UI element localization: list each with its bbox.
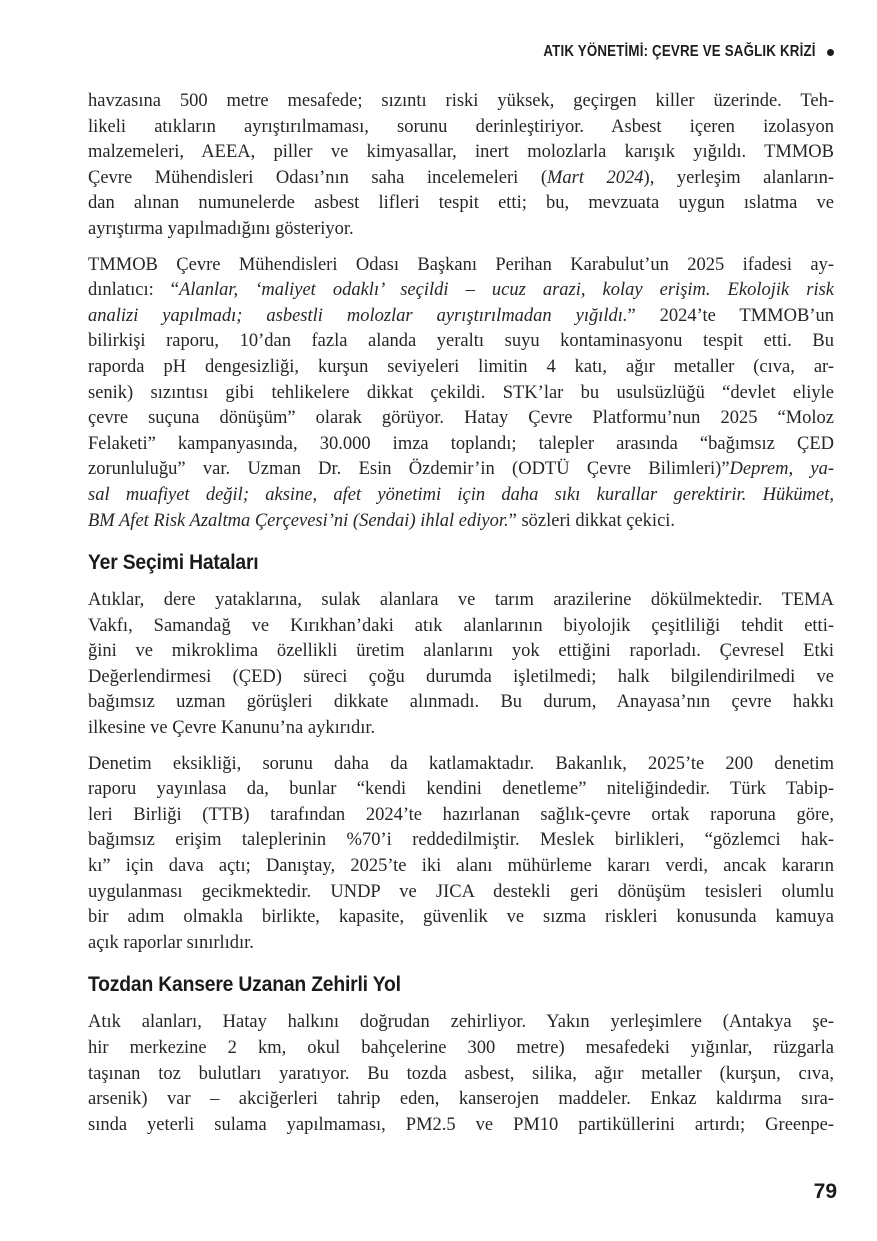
bullet-icon: [827, 49, 834, 56]
text-line: [88, 217, 834, 243]
text-run: ” sözleri dikkat çekici.: [508, 510, 676, 531]
text-run: TMMOB Çevre Mühendisleri Odası Başkanı Perihan Karabulut’un 2025 ifadesi ay-: [88, 254, 834, 275]
italic-text-run: Mart 2024: [546, 167, 644, 188]
text-line: [88, 854, 834, 880]
text-run: senik) sızıntısı gibi tehlikelere dikkat çekildi. STK’lar bu usulsüzlüğü “devlet eliyle: [88, 382, 834, 403]
italic-text-run: sal muafiyet değil; aksine, afet yönetimi için daha sıkı kurallar gerektirir. Hükümet,: [88, 484, 834, 505]
text-run: leri Birliği (TTB) tarafından 2024’te hazırlanan sağlık-çevre ortak raporuna göre,: [88, 804, 834, 825]
text-run: raporu yayınlasa da, bunlar “kendi kendini denetleme” niteliğindedir. Türk Tabip-: [88, 779, 834, 800]
text-run: ayrıştırma yapılmadığını gösteriyor.: [88, 218, 354, 239]
text-line: [88, 931, 834, 957]
text-line: [88, 1087, 834, 1113]
text-run: Vakfı, Samandağ ve Kırıkhan’daki atık alanlarının biyolojik çeşitliliği tehdit etti-: [88, 615, 834, 636]
text-line: [88, 614, 834, 640]
text-line: [88, 777, 834, 803]
text-line: [88, 509, 834, 535]
text-line: [88, 752, 834, 778]
text-run: malzemeleri, AEEA, piller ve kimyasallar, inert molozlarla karışık yığıldı. TMMOB: [88, 142, 834, 163]
text-line: [88, 880, 834, 906]
text-line: [88, 588, 834, 614]
text-run: Çevre Mühendisleri Odası’nın saha incelemeleri (: [88, 167, 547, 188]
text-run: bir adım olmakla birlikte, kapasite, güvenlik ve sızma riskleri konusunda kamuya: [88, 907, 834, 928]
text-line: [88, 483, 834, 509]
text-run: arsenik) var – akciğerleri tahrip eden, kanserojen maddeler. Enkaz kaldırma sıra-: [88, 1089, 834, 1110]
section-heading: Tozdan Kansere Uzanan Zehirli Yol: [88, 973, 401, 997]
italic-text-run: Alanlar, ‘maliyet odaklı’ seçildi – ucuz arazi, kolay erişim. Ekolojik risk: [179, 280, 834, 301]
text-run: açık raporlar sınırlıdır.: [88, 932, 254, 953]
italic-text-run: analizi yapılmadı; asbestli molozlar ayrıştırılmadan yığıldı.: [88, 305, 628, 326]
text-run: Denetim eksikliği, sorunu daha da katlamaktadır. Bakanlık, 2025’te 200 denetim: [88, 753, 834, 774]
text-line: [88, 905, 834, 931]
text-line: [88, 115, 834, 141]
text-run: ğini ve mikroklima özellikli üretim alanlarını yok ettiğini raporladı. Çevresel Etki: [88, 641, 834, 662]
text-line: [88, 278, 834, 304]
text-line: [88, 381, 834, 407]
text-run: havzasına 500 metre mesafede; sızıntı riski yüksek, geçirgen killer üzerinde. Teh-: [88, 91, 834, 111]
text-line: [88, 253, 834, 279]
text-run: ilkesine ve Çevre Kanunu’na aykırıdır.: [88, 718, 376, 739]
text-line: [88, 432, 834, 458]
text-run: bilirkişi raporu, 10’dan fazla alanda yeraltı suyu kontaminasyonu tespit etti. Bu: [88, 331, 834, 352]
text-run: likeli atıkların ayrıştırılmaması, sorunu derinleştiriyor. Asbest içeren izolasyon: [88, 116, 834, 137]
running-header-title: ATIK YÖNETİMİ: ÇEVRE VE SAĞLIK KRİZİ: [543, 43, 816, 60]
text-run: Değerlendirmesi (ÇED) süreci çoğu durumda işletilmedi; halk bilgilendirilmedi ve: [88, 666, 834, 687]
text-run: dınlatıcı: “: [88, 280, 180, 301]
italic-text-run: BM Afet Risk Azaltma Çerçevesi’ni (Sendai) ihlal ediyor.: [88, 510, 509, 531]
text-run: hir merkezine 2 km, okul bahçelerine 300 metre) mesafedeki yığınlar, rüzgarla: [88, 1038, 834, 1058]
paragraph: [88, 752, 834, 957]
text-line: [88, 457, 834, 483]
paragraph: [88, 89, 834, 243]
text-line: [88, 89, 834, 115]
text-run: dan alınan numunelerde asbest lifleri tespit etti; bu, mevzuata uygun ıslatma ve: [88, 193, 834, 214]
paragraph: [88, 588, 834, 742]
text-run: raporda pH dengesizliği, kurşun seviyeleri limitin 4 katı, ağır metaller (cıva, ar-: [88, 356, 834, 377]
page-number: 79: [813, 1180, 837, 1203]
text-run: ), yerleşim alanların-: [643, 167, 834, 188]
text-line: [88, 716, 834, 742]
text-line: [88, 329, 834, 355]
text-line: [88, 191, 834, 217]
text-run: taşınan toz bulutları yaratıyor. Bu tozda asbest, silika, ağır metaller (kurşun, cıva,: [88, 1063, 834, 1084]
text-line: [88, 1062, 834, 1088]
text-line: [88, 304, 834, 330]
text-line: [88, 406, 834, 432]
text-run: Atıklar, dere yataklarına, sulak alanlara ve tarım arazilerine dökülmektedir. TEMA: [88, 590, 834, 611]
paragraph: [88, 253, 834, 535]
text-run: ” 2024’te TMMOB’un: [627, 305, 834, 326]
paragraph: [88, 1010, 834, 1138]
text-run: uygulanması gecikmektedir. UNDP ve JICA destekli geri dönüşüm tesisleri olumlu: [88, 881, 834, 902]
text-line: [88, 639, 834, 665]
text-line: [88, 140, 834, 166]
text-line: [88, 828, 834, 854]
text-line: [88, 665, 834, 691]
text-run: zorunluluğu” var. Uzman Dr. Esin Özdemir’in (ODTÜ Çevre Bilimleri)”: [88, 459, 730, 480]
text-line: [88, 1113, 834, 1139]
text-run: kı” için dava açtı; Danıştay, 2025’te iki alanı mühürleme kararı verdi, ancak kararın: [88, 856, 834, 877]
text-run: Felaketi” kampanyasında, 30.000 imza toplandı; talepler arasında “bağımsız ÇED: [88, 433, 834, 454]
section-heading: Yer Seçimi Hataları: [88, 551, 259, 575]
text-run: bağımsız erişim taleplerinin %70’i reddedilmiştir. Meslek birlikleri, “gözlemci hak-: [88, 830, 834, 851]
text-run: çevre suçuna dönüşüm” olarak görüyor. Hatay Çevre Platformu’nun 2025 “Moloz: [88, 408, 834, 429]
text-run: Atık alanları, Hatay halkını doğrudan zehirliyor. Yakın yerleşimlere (Antakya şe-: [88, 1012, 834, 1033]
text-line: [88, 690, 834, 716]
text-line: [88, 1036, 834, 1062]
text-run: bağımsız uzman görüşleri dikkate alınmadı. Bu durum, Anayasa’nın çevre hakkı: [88, 692, 834, 713]
content: [88, 89, 834, 1148]
text-line: [88, 1010, 834, 1036]
text-run: sında yeterli sulama yapılmaması, PM2.5 ve PM10 partiküllerini artırdı; Greenpe-: [88, 1114, 834, 1135]
italic-text-run: Deprem, ya-: [729, 459, 834, 480]
text-line: [88, 803, 834, 829]
running-header: [499, 43, 834, 61]
text-line: [88, 166, 834, 192]
text-line: [88, 355, 834, 381]
